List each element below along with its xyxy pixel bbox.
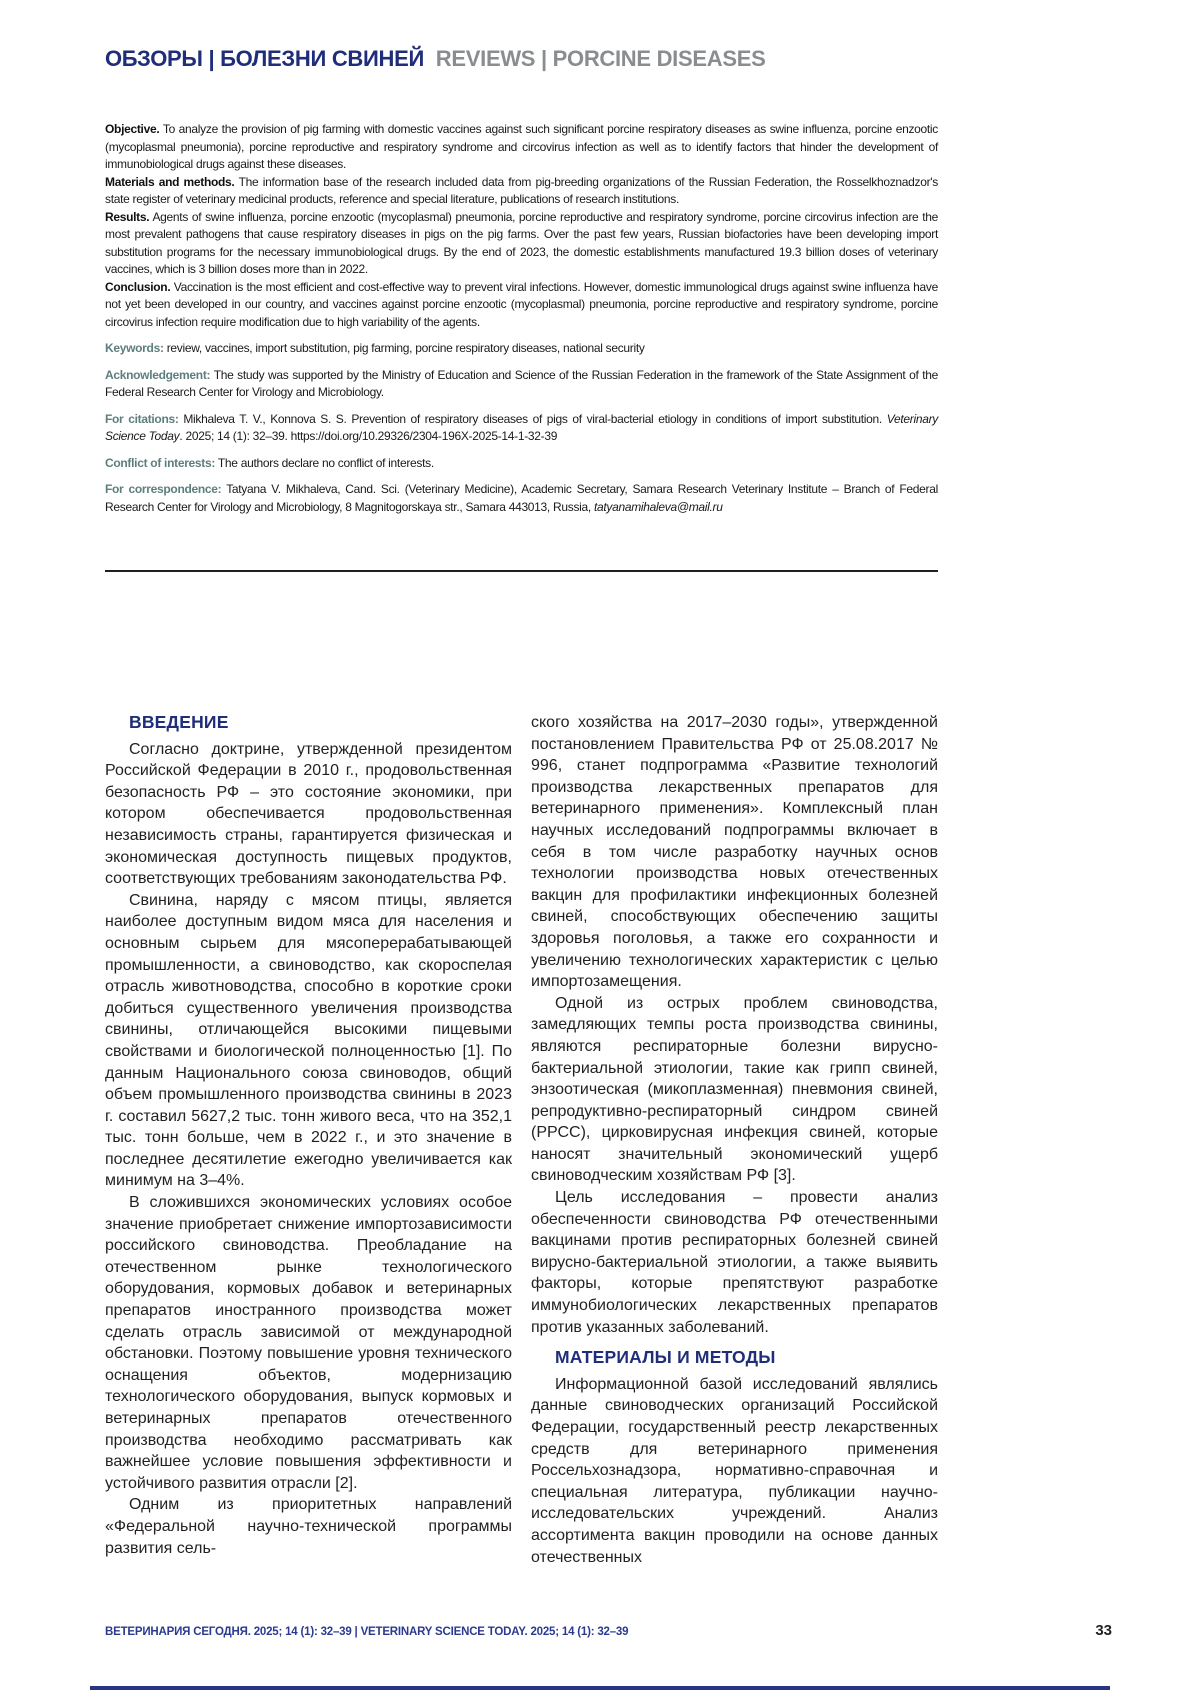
citation-label: For citations: <box>105 411 179 426</box>
conflict-row <box>105 455 938 473</box>
abstract-objective-label: Objective. <box>105 122 160 136</box>
correspondence-text: Tatyana V. Mikhaleva, Cand. Sci. (Veterinary Medicine), Academic Secretary, Samara Research Veterinary Institute – Branch of Federal Research Center for Virology and Microbiology, 8 Magnitogorskaya str., Samara 443013, Russia, <box>105 482 938 514</box>
section-title-en: REVIEWS | PORCINE DISEASES <box>435 46 766 71</box>
footer-journal-line: ВЕТЕРИНАРИЯ СЕГОДНЯ. 2025; 14 (1): 32–39 | VETERINARY SCIENCE TODAY. 2025; 14 (1): 32–39 <box>105 1626 629 1638</box>
right-column <box>531 712 938 1568</box>
keywords-label: Keywords: <box>105 341 164 355</box>
page-number: 33 <box>1095 1622 1112 1639</box>
body-paragraph: Согласно доктрине, утвержденной президентом Российской Федерации в 2010 г., продовольственная безопасность РФ – это состояние экономики, при котором обеспечивается продовольственная независимость страны, гарантируется физическая и экономическая доступность пищевых продуктов, соответствующих требованиям законодательства РФ. <box>105 740 512 888</box>
keywords-row <box>105 340 938 358</box>
abstract-divider <box>105 570 938 572</box>
citation-text: Mikhaleva T. V., Konnova S. S. Prevention of respiratory diseases of pigs of viral-bacterial etiology in conditions of import substitution. <box>183 411 887 426</box>
acknowledgement-row <box>105 367 938 402</box>
body-paragraph: Одной из острых проблем свиноводства, замедляющих темпы роста производства свинины, являются респираторные болезни вирусно-бактериальной этиологии, такие как грипп свиней, энзоотическая (микоплазменная) пневмония свиней, репродуктивно-респираторный синдром свиней (РРСС), цирковирусная инфекция свиней, которые наносят значительный экономический ущерб свиноводческим хозяйствам РФ [3]. <box>531 994 938 1185</box>
section-title-ru: ОБЗОРЫ | БОЛЕЗНИ СВИНЕЙ <box>105 46 424 71</box>
left-column <box>105 712 512 1568</box>
body-paragraph: Свинина, наряду с мясом птицы, является наиболее доступным видом мяса для населения и основным сырьем для мясоперерабатывающей промышленности, а свиноводство, как скороспелая отрасль животноводства, способно в короткие сроки добиться существенного увеличения производства свинины, отличающейся высокими пищевыми свойствами и биологической полноценностью [1]. По данным Национального союза свиноводов, общий объем промышленного производства свинины в 2023 г. составил 5627,2 тыс. тонн живого веса, что на 352,1 тыс. тонн больше, чем в 2022 г., и это значение в последнее десятилетие ежегодно увеличивается как минимум на 3–4%. <box>105 891 512 1190</box>
abstract-conclusion-text: Vaccination is the most efficient and cost-effective way to prevent viral infections. However, domestic immunological drugs against swine influenza have not yet been developed in our country, and vaccines against porcine enzootic (mycoplasmal) pneumonia, porcine reproductive and respiratory syndrome, porcine circovirus infection require modification due to high variability of the agents. <box>105 279 938 329</box>
body-paragraph: Одним из приоритетных направлений «Федеральной научно-технической программы развития сель- <box>105 1496 512 1557</box>
abstract-results <box>105 209 938 279</box>
abstract-objective-text: To analyze the provision of pig farming with domestic vaccines against such significant porcine respiratory diseases as swine influenza, porcine enzootic (mycoplasmal pneumonia), porcine reproductive and respiratory syndrome and circovirus infection as well as to identify factors that hinder the development of immunobiological drugs against these diseases. <box>105 122 938 171</box>
acknowledgement-text: The study was supported by the Ministry of Education and Science of the Russian Federation in the framework of the State Assignment of the Federal Research Center for Virology and Microbiology. <box>105 367 938 399</box>
citation-journal-italic: Veterinary Science Today <box>105 411 938 443</box>
abstract-materials-label: Materials and methods. <box>105 174 235 189</box>
correspondence-label: For correspondence: <box>105 482 222 496</box>
abstract-materials <box>105 174 938 209</box>
article-body <box>105 712 938 1568</box>
abstract-conclusion-label: Conclusion. <box>105 279 171 294</box>
body-paragraph: Цель исследования – провести анализ обеспеченности свиноводства РФ отечественными вакцинами против респираторных болезней свиней вирусно-бактериальной этиологии, а также выявить факторы, которые препятствуют разработке иммунобиологических лекарственных препаратов против указанных заболеваний. <box>531 1189 938 1336</box>
abstract-objective <box>105 121 938 174</box>
methods-heading: МАТЕРИАЛЫ И МЕТОДЫ <box>555 1347 776 1368</box>
footer-rule <box>90 1686 1110 1690</box>
abstract-block <box>105 121 938 516</box>
citation-row <box>105 411 938 446</box>
abstract-results-label: Results. <box>105 209 150 224</box>
conflict-label: Conflict of interests: <box>105 455 216 470</box>
abstract-conclusion <box>105 279 938 332</box>
correspondence-row <box>105 481 938 516</box>
body-paragraph: В сложившихся экономических условиях особое значение приобретает снижение импортозависимости российского свиноводства. Преобладание на отечественном рынке технологического оборудования, кормовых добавок и ветеринарных препаратов иностранного производства может сделать отрасль зависимой от международной обстановки. Поэтому повышение уровня технического оснащения объектов, модернизацию технологического оборудования, выпуск кормовых и ветеринарных препаратов отечественного производства необходимо рассматривать как важнейшее условие повышения эффективности и устойчивого развития отрасли [2]. <box>105 1194 512 1492</box>
journal-header <box>105 46 765 72</box>
body-paragraph: Информационной базой исследований являлись данные свиноводческих организаций Российской Федерации, государственный реестр лекарственных средств для ветеринарного применения Россельхознадзора, нормативно-справочная и специальная литература, публикации научно-исследовательских учреждений. Анализ ассортимента вакцин проводили на основе данных отечественных <box>531 1375 938 1566</box>
conflict-text: The authors declare no conflict of interests. <box>217 455 434 470</box>
keywords-text: review, vaccines, import substitution, pig farming, porcine respiratory diseases, national security <box>166 341 645 355</box>
introduction-heading: ВВЕДЕНИЕ <box>129 712 229 732</box>
abstract-results-text: Agents of swine influenza, porcine enzootic (mycoplasmal) pneumonia, porcine reproductive and respiratory syndrome, porcine circovirus infection are the most prevalent pathogens that cause respiratory diseases in pigs on the pig farms. Over the past few years, Russian biofactories have been developing import substitution programs for the necessary immunobiological drugs. By the end of 2023, the domestic establishments manufactured 19.3 billion doses of veterinary vaccines, which is 3 billion doses more than in 2022. <box>105 209 938 276</box>
correspondence-email-italic: tatyanamihaleva@mail.ru <box>593 499 723 514</box>
acknowledgement-label: Acknowledgement: <box>105 367 211 382</box>
abstract-materials-text: The information base of the research included data from pig-breeding organizations of the Russian Federation, the Rosselkhoznadzor's state register of veterinary medicinal products, reference and special literature, publications of research institutions. <box>105 174 938 206</box>
body-paragraph: ского хозяйства на 2017–2030 годы», утвержденной постановлением Правительства РФ от 25.08.2017 № 996, станет подпрограмма «Развитие технологий производства лекарственных препаратов для ветеринарного применения». Комплексный план научных исследований подпрограммы включает в себя в том числе разработку научных основ технологии производства новых отечественных вакцин для профилактики инфекционных болезней свиней, способствующих обеспечению защиты здоровья поголовья, а также его сохранности и увеличению технологических характеристик с целью импортозамещения. <box>531 714 938 991</box>
citation-doi-text: . 2025; 14 (1): 32–39. https://doi.org/10.29326/2304-196X-2025-14-1-32-39 <box>179 429 558 443</box>
